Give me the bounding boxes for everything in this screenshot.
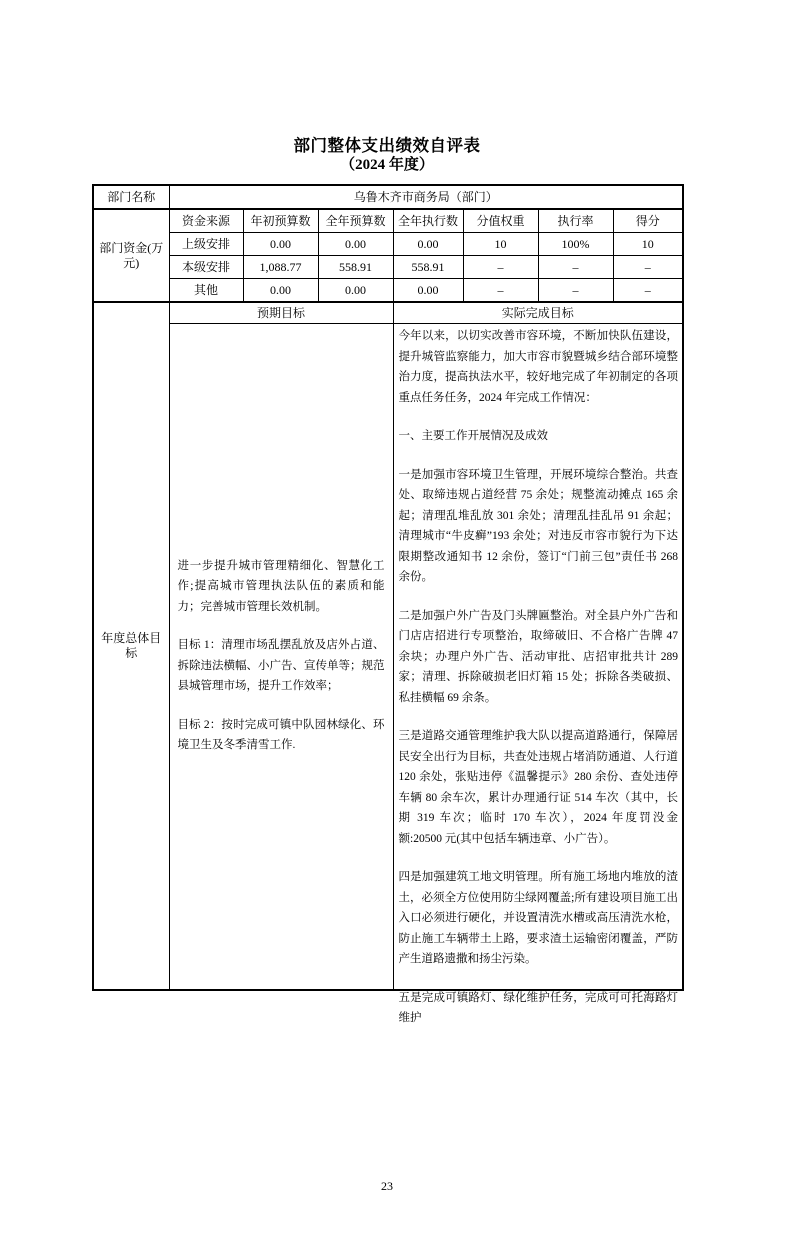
actual-goals-text [394, 324, 683, 1024]
score-cell: – [613, 279, 683, 303]
paragraph: 二是加强户外广告及门头牌匾整治。对全县户外广告和门店店招进行专项整治，取缔破旧、不合格广告牌 47 余块；办理户外广告、活动审批、店招审批共计 289 家；清理、拆除破损老旧灯箱 15 处；拆除各类破损、私挂横幅 69 余条。 [398, 609, 678, 704]
paragraph: 四是加强建筑工地文明管理。所有施工场地内堆放的渣土，必须全方位使用防尘绿网覆盖;所有建设项目施工出入口必须进行硬化，并设置清洗水槽或高压清洗水枪，防止施工车辆带土上路，要求渣土运输密闭覆盖，严防产生道路遗撒和扬尘污染。 [398, 871, 678, 965]
expected-goals-content [169, 324, 393, 991]
paragraph: 三是道路交通管理维护我大队以提高道路通行，保障居民安全出行为目标，共查处违规占堵消防通道、人行道 120 余处，张贴违停《温馨提示》280 余份、查处违停车辆 80 余车次，累计办理通行证 514 车次（其中，长期 319 车次；临时 170 车次），2024 年度罚没金额:20500 元(其中包括车辆违章、小广告）。 [398, 730, 678, 845]
execution-rate-cell: 100% [538, 233, 613, 256]
execution-rate-cell: – [538, 256, 613, 279]
actual-goals-content [393, 324, 683, 1024]
paragraph: 一、主要工作开展情况及成效 [398, 430, 548, 442]
table-row [93, 279, 683, 303]
column-header-score: 得分 [613, 209, 683, 233]
funds-header-row [93, 209, 683, 233]
execution-rate-cell: – [538, 279, 613, 303]
paragraph: 五是完成可镇路灯、绿化维护任务，完成可可托海路灯维护 [398, 991, 678, 1024]
dept-name-row [93, 185, 683, 209]
column-header-annual-budget: 全年预算数 [318, 209, 393, 233]
self-evaluation-table [92, 184, 684, 1024]
weight-cell: – [463, 279, 538, 303]
annual-execution-cell: 0.00 [393, 279, 463, 303]
column-header-execution-rate: 执行率 [538, 209, 613, 233]
actual-goals-header: 实际完成目标 [393, 302, 683, 324]
annual-budget-cell: 0.00 [318, 279, 393, 303]
column-header-annual-execution: 全年执行数 [393, 209, 463, 233]
goals-body-row [93, 324, 683, 991]
paragraph: 进一步提升城市管理精细化、智慧化工作;提高城市管理执法队伍的素质和能力；完善城市管理长效机制。 [177, 559, 385, 613]
table-row [93, 233, 683, 256]
table-row [93, 256, 683, 279]
dept-name-value: 乌鲁木齐市商务局（部门） [169, 185, 683, 209]
paragraph: 目标 2：按时完成可镇中队园林绿化、环境卫生及冬季清雪工作. [177, 718, 385, 751]
column-header-weight: 分值权重 [463, 209, 538, 233]
funds-section-label: 部门资金(万元) [93, 209, 169, 302]
initial-budget-cell: 0.00 [243, 279, 318, 303]
page-subtitle: （2024 年度） [340, 157, 434, 173]
column-header-initial-budget: 年初预算数 [243, 209, 318, 233]
page-title: 部门整体支出绩效自评表 [293, 136, 481, 155]
paragraph: 目标 1：清理市场乱摆乱放及店外占道、拆除违法横幅、小广告、宣传单等；规范县城管理市场，提升工作效率； [177, 639, 385, 692]
initial-budget-cell: 1,088.77 [243, 256, 318, 279]
annual-execution-cell: 0.00 [393, 233, 463, 256]
initial-budget-cell: 0.00 [243, 233, 318, 256]
weight-cell: – [463, 256, 538, 279]
annual-goals-label: 年度总体目标 [93, 302, 169, 990]
paragraph: 一是加强市容环境卫生管理，开展环境综合整治。共查处、取缔违规占道经营 75 余处；规整流动摊点 165 余起；清理乱堆乱放 301 余处；清理乱挂乱吊 91 余起；清理城市“牛皮癣”193 余处；对违反市容市貌行为下达限期整改通知书 12 余份，签订“门前三包”责任书 268 余份。 [398, 468, 678, 583]
expected-goals-header: 预期目标 [169, 302, 393, 324]
column-header-fund-source: 资金来源 [169, 209, 243, 233]
fund-source-cell: 上级安排 [169, 233, 243, 256]
annual-budget-cell: 558.91 [318, 256, 393, 279]
goals-header-row [93, 302, 683, 324]
fund-source-cell: 其他 [169, 279, 243, 303]
annual-execution-cell: 558.91 [393, 256, 463, 279]
dept-name-label: 部门名称 [93, 185, 169, 209]
weight-cell: 10 [463, 233, 538, 256]
paragraph: 今年以来，以切实改善市容环境，不断加快队伍建设，提升城管监察能力，加大市容市貌暨城乡结合部环境整治力度，提高执法水平，较好地完成了年初制定的各项重点任务任务，2024 年完成工作情况： [398, 330, 678, 404]
expected-goals-text [170, 324, 393, 987]
page-number: 23 [381, 1179, 393, 1193]
score-cell: 10 [613, 233, 683, 256]
annual-budget-cell: 0.00 [318, 233, 393, 256]
fund-source-cell: 本级安排 [169, 256, 243, 279]
score-cell: – [613, 256, 683, 279]
